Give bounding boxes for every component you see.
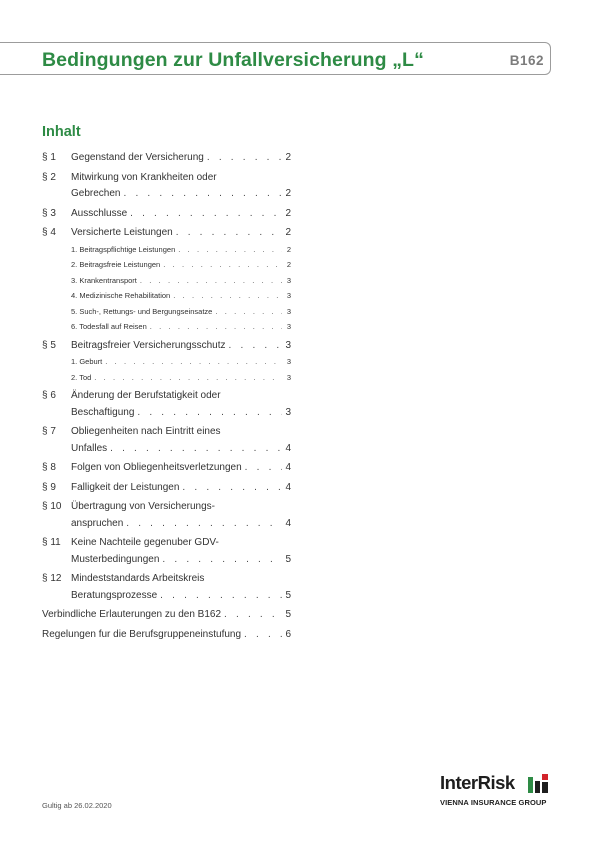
section-title: Versicherte Leistungen [71, 227, 173, 238]
page-number: 3 [286, 322, 291, 331]
dot-leader [160, 588, 282, 605]
toc-text-cell [71, 370, 285, 386]
toc-text-cell [71, 460, 285, 477]
page-number: 4 [285, 517, 291, 529]
page-number: 3 [286, 357, 291, 366]
section-number: § 7 [42, 426, 56, 437]
page-number: 3 [286, 372, 291, 382]
appendix-title: Verbindliche Erlauterungen zu den B162 [42, 609, 222, 620]
toc-text-cell [71, 319, 285, 335]
dot-leader [110, 441, 282, 458]
page-number: 3 [285, 406, 291, 418]
logo-wordmark: InterRisk [440, 772, 515, 793]
section-title: Übertragung von Versicherungs- [71, 501, 215, 512]
toc-text-cell [71, 150, 285, 167]
toc-entry [42, 460, 291, 477]
toc-text-cell [71, 535, 291, 552]
toc-subrow [42, 370, 291, 386]
toc-row [42, 552, 291, 569]
dot-leader [176, 225, 282, 242]
toc-entry [42, 607, 291, 624]
table-of-contents [42, 150, 291, 643]
toc-subrow [42, 242, 291, 258]
section-title: Beschaftigung [71, 406, 135, 418]
page-number: 2 [285, 188, 291, 199]
dot-leader [94, 370, 282, 386]
page-number: 2 [286, 244, 291, 254]
section-number: § 3 [42, 207, 56, 219]
dot-leader [140, 273, 282, 289]
section-title: Ausschlusse [71, 207, 128, 219]
toc-entry [42, 225, 291, 335]
toc-text-cell [71, 206, 285, 223]
toc-text-cell [71, 170, 291, 187]
subsection-title: 5. Such-, Rettungs- und Bergungseinsatze [71, 306, 213, 316]
toc-text-cell [71, 424, 291, 441]
section-title: Änderung der Berufstatigkeit oder [71, 390, 221, 401]
toc-text-cell [71, 405, 285, 422]
toc-text-cell [71, 571, 291, 588]
toc-text-cell [71, 588, 285, 605]
page-number: 2 [285, 152, 291, 163]
dot-leader [215, 304, 282, 320]
toc-text-cell [71, 499, 291, 516]
dot-leader [162, 552, 282, 569]
toc-text-cell [71, 552, 285, 569]
toc-text-cell [42, 607, 285, 624]
dot-leader [178, 242, 282, 258]
toc-subrow [42, 288, 291, 304]
section-title: Folgen von Obliegenheitsverletzungen [71, 462, 242, 473]
toc-text-cell [71, 480, 285, 497]
toc-row [42, 388, 291, 405]
toc-entry [42, 499, 291, 532]
page-number: 2 [285, 207, 291, 219]
dot-leader [123, 186, 282, 203]
subsection-title: 1. Geburt [71, 357, 103, 366]
section-title: Gebrechen [71, 188, 121, 199]
dot-leader [150, 319, 282, 335]
section-title: Mitwirkung von Krankheiten oder [71, 171, 217, 183]
validity-date: Gultig ab 26.02.2020 [42, 801, 112, 810]
section-number: § 1 [42, 152, 56, 163]
toc-row [42, 186, 291, 203]
logo-symbol-icon [528, 774, 552, 794]
toc-row [42, 627, 291, 644]
toc-entry [42, 424, 291, 457]
toc-row [42, 338, 291, 355]
subsection-title: 2. Beitragsfreie Leistungen [71, 260, 161, 269]
section-number: § 10 [42, 501, 62, 512]
subsection-title: 2. Tod [71, 372, 92, 382]
dot-leader [244, 627, 282, 644]
page-number: 5 [285, 553, 291, 565]
toc-row [42, 424, 291, 441]
toc-subrow [42, 319, 291, 335]
appendix-title: Regelungen fur die Berufsgruppeneinstufung [42, 628, 242, 640]
dot-leader [245, 460, 282, 477]
toc-row [42, 588, 291, 605]
toc-entry [42, 338, 291, 386]
toc-text-cell [71, 273, 285, 289]
toc-text-cell [71, 441, 285, 458]
toc-entry [42, 150, 291, 167]
toc-row [42, 441, 291, 458]
page-number: 4 [285, 462, 291, 473]
document-title: Bedingungen zur Unfallversicherung „L“ [42, 49, 424, 71]
interrisk-logo [440, 772, 552, 812]
subsection-title: 3. Krankentransport [71, 275, 137, 285]
toc-entry [42, 388, 291, 421]
section-number: § 11 [42, 537, 61, 548]
section-title: Obliegenheiten nach Eintritt eines [71, 426, 221, 437]
toc-entry [42, 627, 291, 644]
toc-row [42, 206, 291, 223]
toc-subrow [42, 273, 291, 289]
section-title: Beitragsfreier Versicherungsschutz [71, 339, 226, 351]
page-number: 3 [286, 306, 291, 316]
logo-tagline: VIENNA INSURANCE GROUP [440, 798, 547, 807]
section-number: § 5 [42, 339, 56, 351]
dot-leader [126, 516, 282, 533]
section-title: Unfalles [71, 442, 108, 454]
toc-subrow [42, 354, 291, 370]
toc-subrow [42, 257, 291, 273]
section-title: Beratungsprozesse [71, 589, 158, 601]
toc-entry [42, 571, 291, 604]
dot-leader [207, 150, 282, 167]
toc-row [42, 571, 291, 588]
section-number: § 8 [42, 462, 56, 473]
page-number: 6 [285, 628, 291, 640]
toc-text-cell [71, 225, 285, 242]
toc-entry [42, 170, 291, 203]
section-number: § 9 [42, 481, 56, 493]
page-number: 4 [285, 442, 291, 454]
section-number: § 6 [42, 390, 56, 401]
page-number: 2 [285, 227, 291, 238]
toc-entry [42, 535, 291, 568]
toc-row [42, 150, 291, 167]
page-number: 4 [285, 481, 291, 493]
toc-text-cell [71, 288, 285, 304]
dot-leader [105, 354, 282, 370]
page-number: 2 [286, 260, 291, 269]
page-number: 3 [286, 275, 291, 285]
toc-row [42, 405, 291, 422]
page-number: 3 [286, 291, 291, 300]
section-number: § 2 [42, 171, 56, 183]
toc-text-cell [71, 242, 285, 258]
toc-entry [42, 480, 291, 497]
toc-row [42, 516, 291, 533]
page-number: 5 [285, 609, 291, 620]
toc-text-cell [71, 388, 291, 405]
toc-entry [42, 206, 291, 223]
toc-row [42, 460, 291, 477]
subsection-title: 1. Beitragspflichtige Leistungen [71, 244, 176, 254]
section-title: Musterbedingungen [71, 553, 160, 565]
toc-text-cell [71, 304, 285, 320]
toc-heading: Inhalt [42, 124, 81, 140]
toc-text-cell [42, 627, 285, 644]
dot-leader [224, 607, 282, 624]
page-number: 3 [285, 339, 291, 351]
dot-leader [163, 257, 282, 273]
toc-text-cell [71, 354, 285, 370]
toc-subrow [42, 304, 291, 320]
subsection-title: 6. Todesfall auf Reisen [71, 322, 147, 331]
dot-leader [182, 480, 282, 497]
section-title: Mindeststandards Arbeitskreis [71, 573, 205, 584]
toc-row [42, 607, 291, 624]
toc-text-cell [71, 516, 285, 533]
toc-row [42, 480, 291, 497]
toc-text-cell [71, 257, 285, 273]
toc-text-cell [71, 338, 285, 355]
section-title: Falligkeit der Leistungen [71, 481, 180, 493]
toc-row [42, 170, 291, 187]
dot-leader [173, 288, 282, 304]
toc-text-cell [71, 186, 285, 203]
toc-row [42, 535, 291, 552]
toc-row [42, 499, 291, 516]
section-title: Gegenstand der Versicherung [71, 152, 204, 163]
page-number: 5 [285, 589, 291, 601]
section-number: § 4 [42, 227, 56, 238]
document-code: B162 [509, 53, 544, 68]
subsection-title: 4. Medizinische Rehabilitation [71, 291, 171, 300]
section-number: § 12 [42, 573, 62, 584]
dot-leader [130, 206, 282, 223]
dot-leader [229, 338, 282, 355]
toc-row [42, 225, 291, 242]
dot-leader [137, 405, 282, 422]
section-title: Keine Nachteile gegenuber GDV- [71, 537, 219, 548]
section-title: anspruchen [71, 517, 124, 529]
